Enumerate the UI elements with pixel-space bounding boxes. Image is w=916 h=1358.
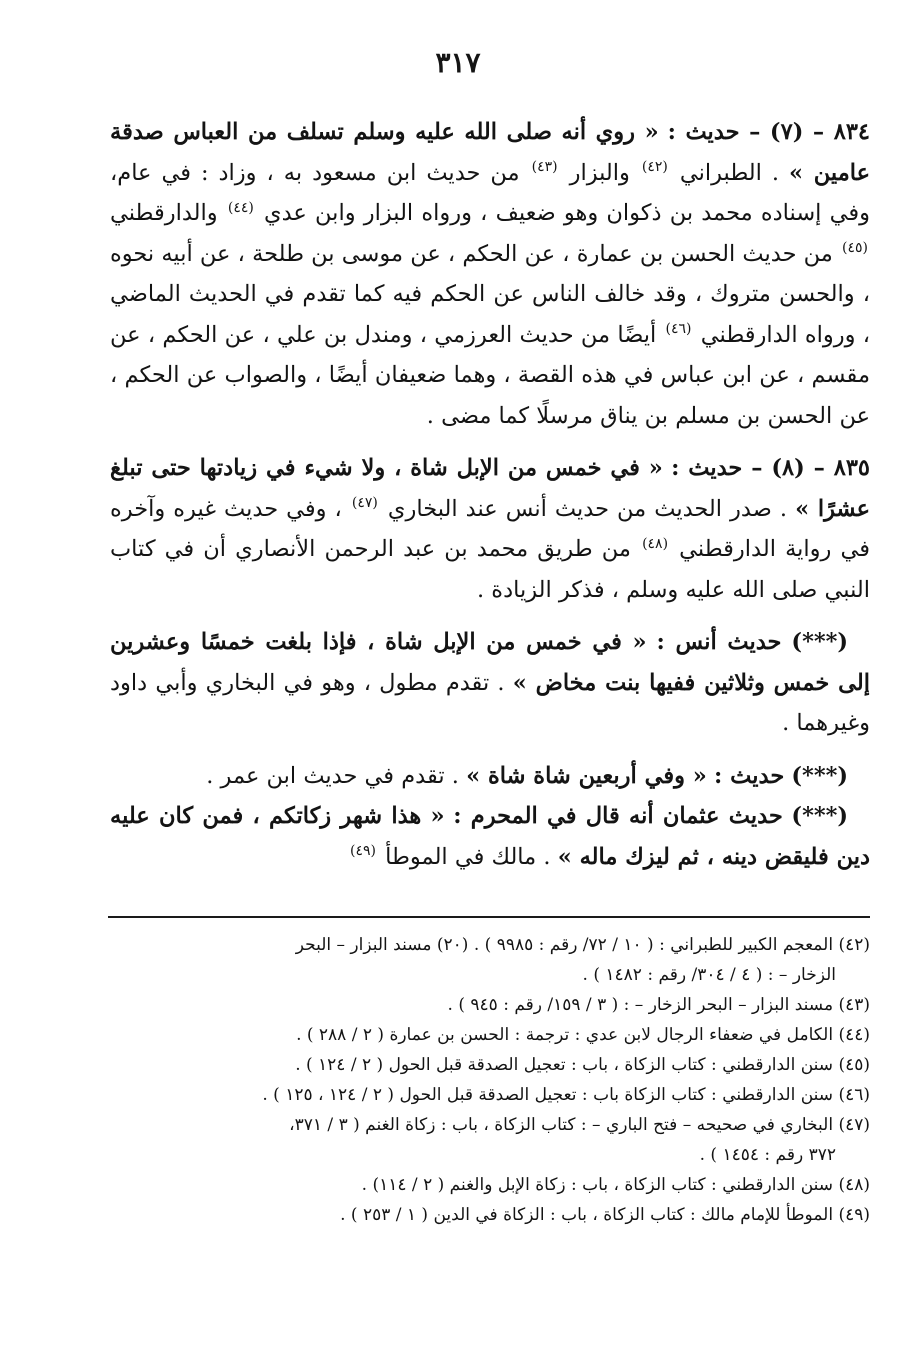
hadith-paragraph-834: [110, 112, 870, 436]
footnote-text: المعجم الكبير للطبراني : ( ١٠ / ٧٢/ رقم : ٩٩٨٥ ) . (٢٠) مسند البزار – البحر: [295, 935, 834, 955]
extra-text: . تقدم مطول ، وهو في البخاري وأبي داود وغيرهما .: [110, 669, 870, 736]
footnote-number: (٤٣): [838, 995, 870, 1015]
hadith-quote: « في خمس من الإبل شاة ، ولا شيء في زيادتها حتى تبلغ عشرًا »: [110, 455, 870, 522]
extra-text: . تقدم في حديث ابن عمر .: [206, 762, 459, 789]
hadith-paragraph-835: [110, 448, 870, 610]
page-number: ٣١٧: [435, 46, 481, 79]
footnote-44: [108, 1020, 870, 1050]
footnote-divider: [108, 916, 870, 918]
footnote-text: سنن الدارقطني : كتاب الزكاة ، باب : تعجيل الصدقة قبل الحول ( ٢ / ١٢٤ ) .: [295, 1055, 834, 1075]
extra-quote: « في خمس من الإبل شاة ، فإذا بلغت خمسًا وعشرين إلى خمس وثلاثين ففيها بنت مخاض »: [110, 629, 870, 696]
hadith-text: . الطبراني: [679, 159, 780, 186]
footnote-text: سنن الدارقطني : كتاب الزكاة باب : تعجيل الصدقة قبل الحول ( ٢ / ١٢٤ ، ١٢٥ ) .: [262, 1085, 834, 1105]
hadith-text: . صدر الحديث من حديث أنس عند البخاري: [387, 495, 788, 522]
hadith-text: من حديث الحسن بن عمارة ، عن الحكم ، عن موسى بن طلحة ، عن أبيه نحوه ، والحسن متروك ، وقد خالف الناس عن الحكم فيه كما تقدم في الحديث الماضي ، ورواه الدارقطني: [110, 240, 871, 348]
hadith-quote: « روي أنه صلى الله عليه وسلم تسلف من العباس صدقة عامين »: [110, 119, 871, 186]
footnote-number: (٤٥): [838, 1055, 870, 1075]
footnote-ref: (٤٩): [350, 843, 377, 859]
extra-mark: (***): [791, 762, 848, 789]
footnote-number: (٤٤): [838, 1025, 870, 1045]
footnote-48: [108, 1170, 870, 1200]
footnote-ref: (٤٤): [227, 199, 254, 216]
footnote-45: [108, 1050, 870, 1080]
footnote-ref: (٤٣): [531, 159, 558, 175]
footnote-text: البخاري في صحيحه – فتح الباري – : كتاب الزكاة ، باب : زكاة الغنم ( ٣ / ٣٧١،: [289, 1115, 834, 1135]
footnote-text-continued: الزخار – : ( ٤ / ٣٠٤/ رقم : ١٤٨٢ ) .: [582, 965, 836, 985]
hadith-number: ٨٣٤ – (٧) – حديث :: [667, 119, 871, 145]
footnote-ref: (٤٧): [351, 495, 378, 511]
footnote-text: مسند البزار – البحر الزخار – : ( ٣ / ١٥٩/ رقم : ٩٤٥ ) .: [447, 995, 834, 1015]
extra-mark: (***): [791, 629, 849, 655]
footnote-ref: (٤٨): [642, 535, 669, 552]
footnote-text: سنن الدارقطني : كتاب الزكاة ، باب : زكاة الإبل والغنم ( ٢ / ١١٤) .: [361, 1175, 834, 1195]
hadith-text: أيضًا من حديث العرزمي ، ومندل بن علي ، عن الحكم ، عن مقسم ، عن ابن عباس في هذه القصة ، وهما ضعيفان أيضًا ، والصواب عن الحكم ، عن الحسن بن مسلم بن يناق مرسلًا كما مضى .: [110, 321, 870, 429]
hadith-text: من حديث ابن مسعود به ، وزاد : في عام، وفي إسناده محمد بن ذكوان وهو ضعيف ، ورواه البزار وابن عدي: [110, 159, 870, 226]
footnote-47: [108, 1110, 870, 1170]
footnote-text: الكامل في ضعفاء الرجال لابن عدي : ترجمة : الحسن بن عمارة ( ٢ / ٢٨٨ ) .: [296, 1025, 834, 1045]
hadith-text: ، وفي حديث غيره وآخره في رواية الدارقطني: [110, 495, 871, 562]
extra-hadith-forty: [110, 756, 870, 797]
extra-quote: « هذا شهر زكاتكم ، فمن كان عليه دين فليقض دينه ، ثم ليزك ماله »: [110, 803, 870, 870]
footnote-46: [108, 1080, 870, 1110]
hadith-number: ٨٣٥ – (٨) – حديث :: [671, 455, 871, 481]
extra-lead: حديث أنس :: [656, 629, 782, 655]
hadith-text: من طريق محمد بن عبد الرحمن الأنصاري أن في كتاب النبي صلى الله عليه وسلم ، فذكر الزيادة .: [110, 536, 870, 603]
footnote-number: (٤٧): [838, 1115, 870, 1135]
footnote-ref: (٤٦): [665, 321, 692, 337]
extra-mark: (***): [791, 803, 849, 829]
extra-lead: حديث عثمان أنه قال في المحرم :: [453, 803, 783, 829]
main-text: [110, 112, 870, 877]
footnote-49: [108, 1200, 870, 1230]
hadith-text: والبزار: [569, 159, 630, 186]
hadith-text: والدارقطني: [110, 200, 218, 226]
footnote-ref: (٤٥): [842, 240, 869, 256]
footnote-number: (٤٨): [838, 1175, 870, 1195]
footnote-number: (٤٩): [838, 1205, 870, 1225]
extra-quote: « وفي أربعين شاة شاة »: [466, 762, 707, 789]
footnote-text-continued: ٣٧٢ رقم : ١٤٥٤ ) .: [699, 1145, 836, 1165]
footnote-ref: (٤٢): [641, 159, 668, 175]
footnote-42: [108, 930, 870, 990]
extra-hadith-anas: [110, 622, 870, 744]
footnotes: [108, 930, 870, 1230]
footnote-43: [108, 990, 870, 1020]
footnote-number: (٤٦): [838, 1085, 870, 1105]
extra-hadith-uthman: [110, 796, 870, 877]
extra-text: . مالك في الموطأ: [385, 843, 551, 870]
extra-lead: حديث :: [714, 762, 785, 789]
footnote-number: (٤٢): [838, 935, 870, 955]
footnote-text: الموطأ للإمام مالك : كتاب الزكاة ، باب : الزكاة في الدين ( ١ / ٢٥٣ ) .: [340, 1205, 834, 1225]
